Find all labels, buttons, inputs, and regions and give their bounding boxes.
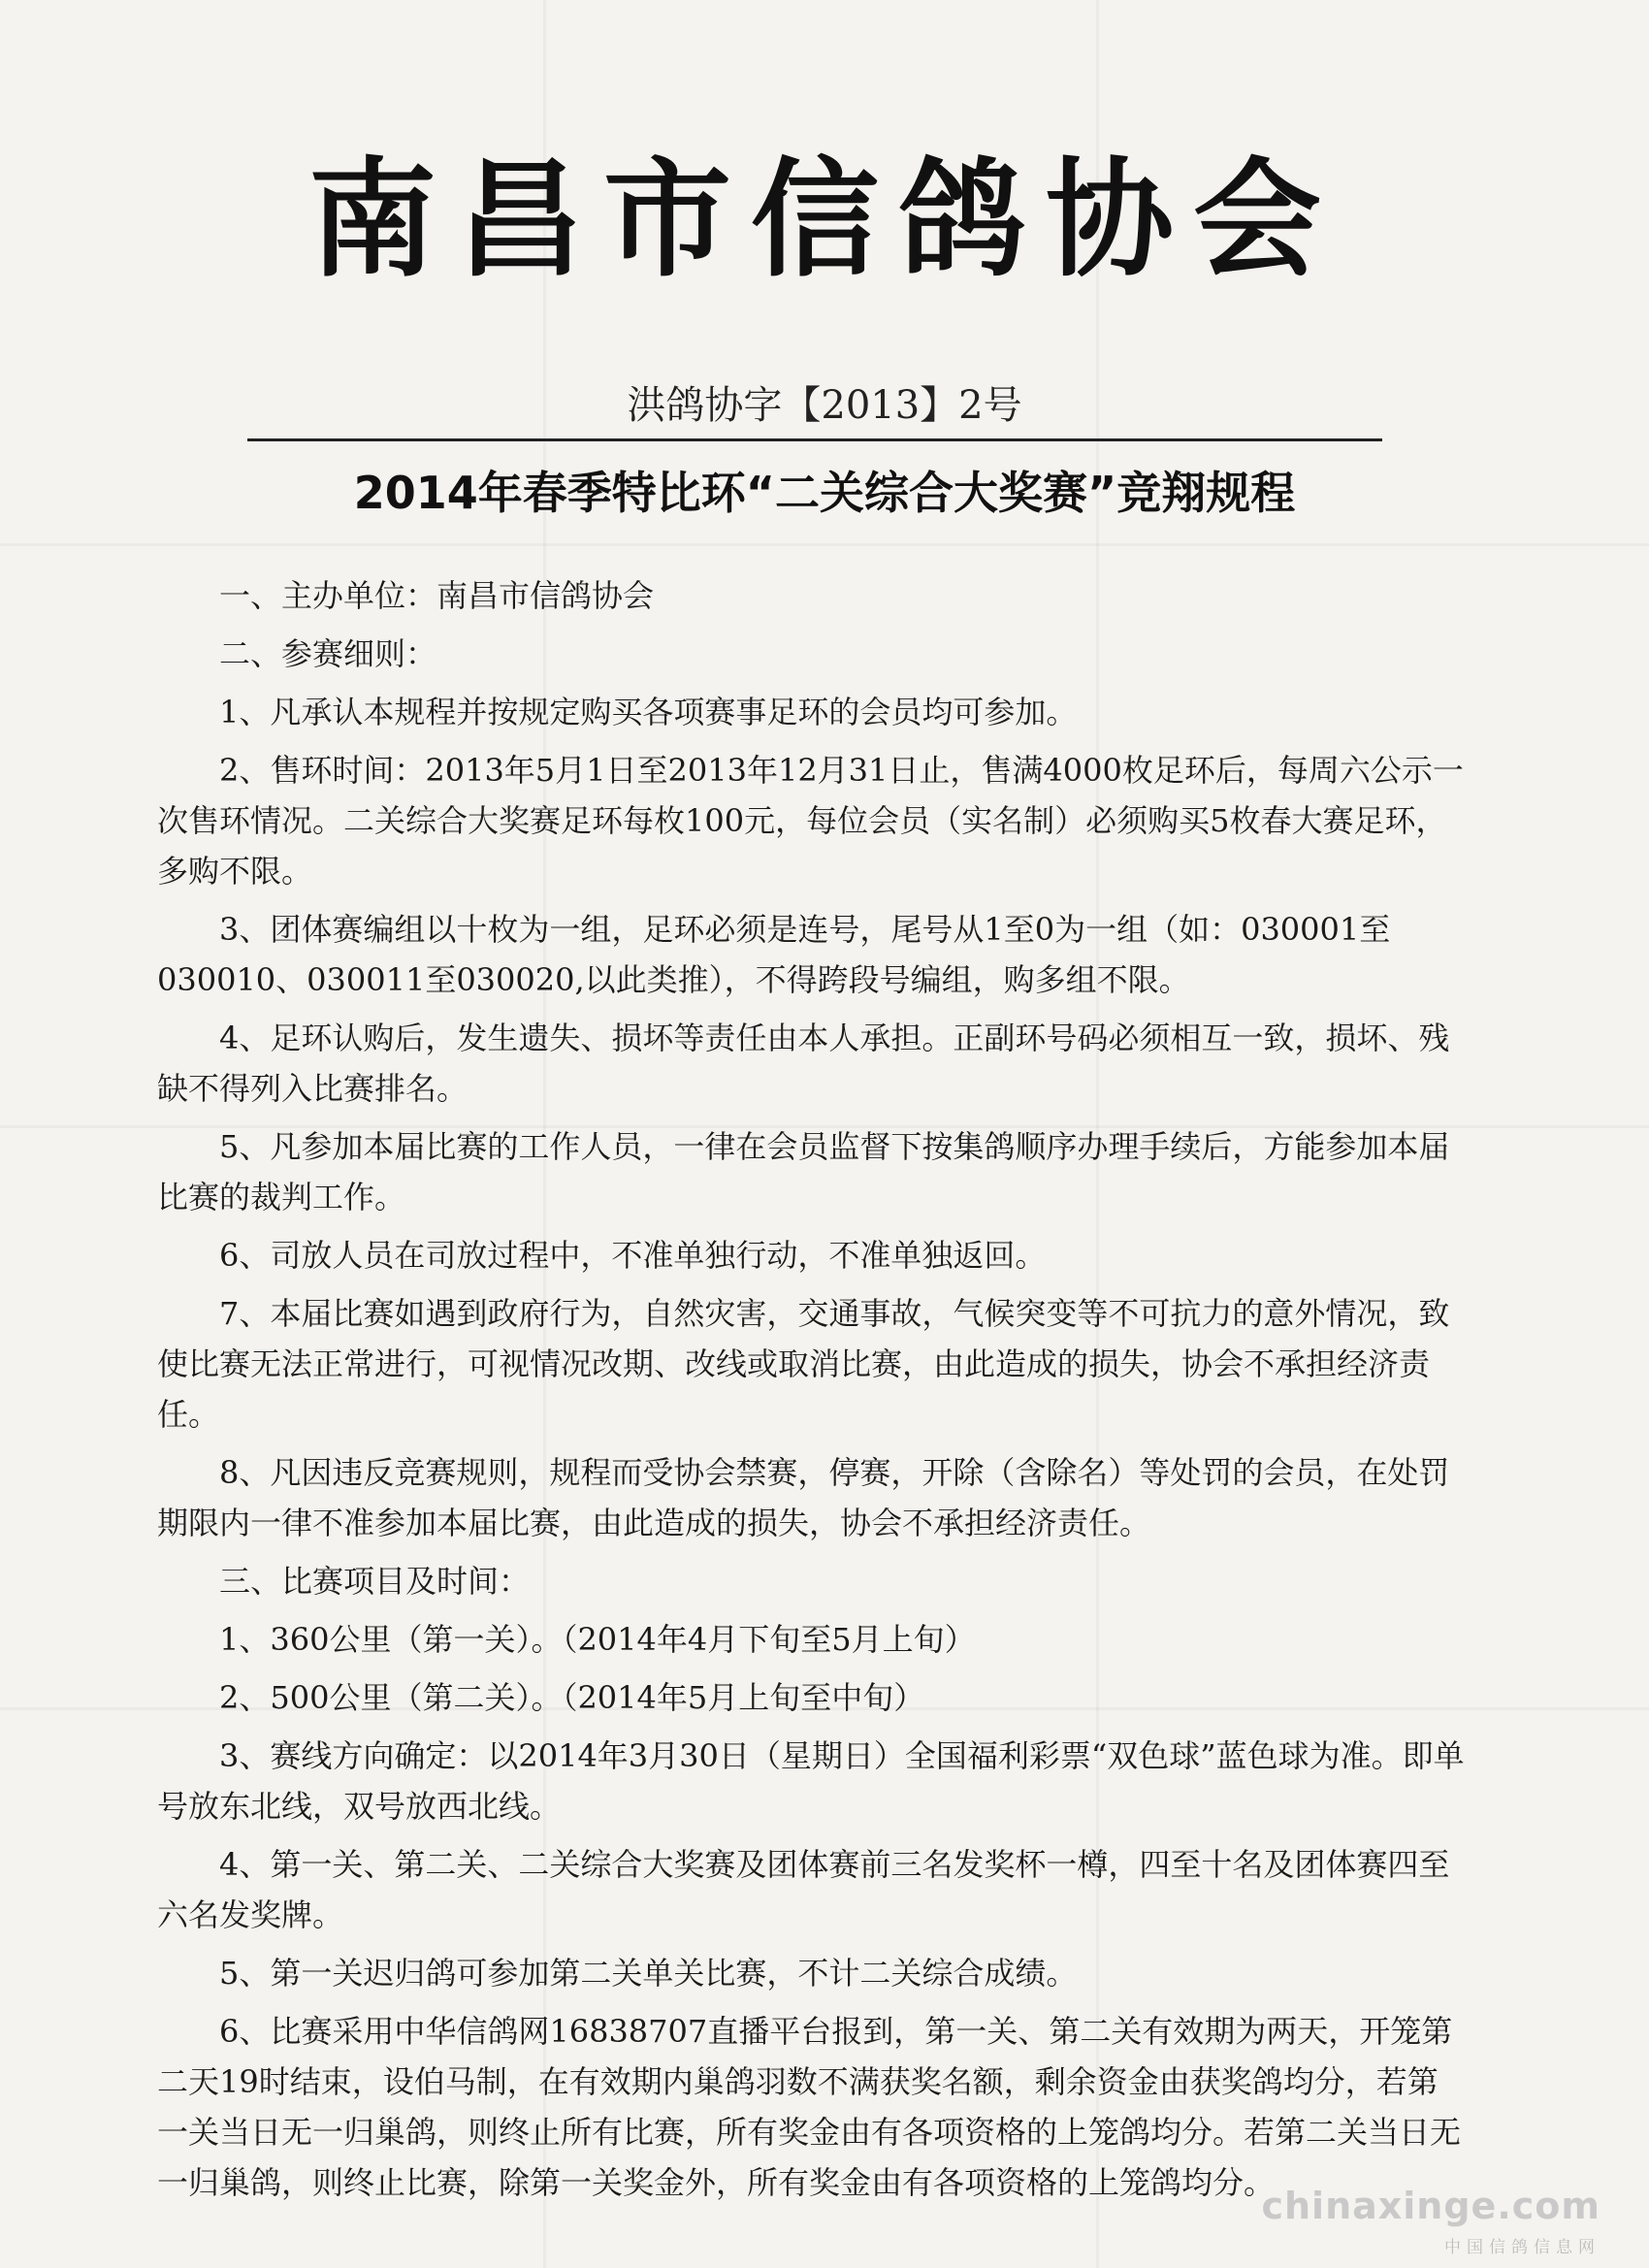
paragraph: 2、500公里（第二关）。（2014年5月上旬至中旬）: [219, 1679, 925, 1716]
watermark-subtitle: 中国信鸽信息网: [1444, 2238, 1600, 2257]
document-number: 洪鸽协字【2013】2号: [627, 383, 1022, 428]
header-divider: [247, 438, 1382, 441]
section-heading: 一、主办单位：南昌市信鸽协会: [219, 577, 655, 614]
section-heading: 二、参赛细则：: [219, 635, 437, 672]
paragraph: 5、第一关迟归鸽可参加第二关单关比赛，不计二关综合成绩。: [219, 1955, 1078, 1992]
document-body: [157, 570, 1465, 2208]
paragraph: 6、司放人员在司放过程中，不准单独行动，不准单独返回。: [219, 1237, 1047, 1274]
paragraph: 2、售环时间：2013年5月1日至2013年12月31日止，售满4000枚足环后，每周六公示一次售环情况。二关综合大奖赛足环每枚100元，每位会员（实名制）必须购买5枚春大赛足环，多购不限。: [157, 752, 1464, 890]
organization-title: 南昌市信鸽协会: [308, 146, 1341, 295]
paragraph: 1、360公里（第一关）。（2014年4月下旬至5月上旬）: [219, 1621, 976, 1658]
paper-fold-line: [0, 543, 1649, 546]
paragraph: 4、第一关、第二关、二关综合大奖赛及团体赛前三名发奖杯一樽，四至十名及团体赛四至六名发奖牌。: [157, 1846, 1450, 1933]
section-heading: 三、比赛项目及时间：: [219, 1563, 531, 1600]
watermark-site: chinaxinge.com: [1261, 2185, 1600, 2227]
paragraph: 3、团体赛编组以十枚为一组，足环必须是连号，尾号从1至0为一组（如：030001至030010、030011至030020,以此类推），不得跨段号编组，购多组不限。: [157, 911, 1391, 998]
document-title: 2014年春季特比环“二关综合大奖赛”竞翔规程: [353, 467, 1296, 519]
paragraph: 1、凡承认本规程并按规定购买各项赛事足环的会员均可参加。: [219, 694, 1078, 730]
paragraph: 4、足环认购后，发生遗失、损坏等责任由本人承担。正副环号码必须相互一致，损坏、残缺不得列入比赛排名。: [157, 1020, 1450, 1107]
paragraph: 5、凡参加本届比赛的工作人员，一律在会员监督下按集鸽顺序办理手续后，方能参加本届比赛的裁判工作。: [157, 1128, 1450, 1215]
paragraph: 6、比赛采用中华信鸽网16838707直播平台报到，第一关、第二关有效期为两天，开笼第二天19时结束，设伯马制，在有效期内巢鸽羽数不满获奖名额，剩余资金由获奖鸽均分，若第一关当日无一归巢鸽，则终止所有比赛，所有奖金由有各项资格的上笼鸽均分。若第二关当日无一归巢鸽，则终止比赛，除第一关奖金外，所有奖金由有各项资格的上笼鸽均分。: [157, 2013, 1462, 2201]
paragraph: 3、赛线方向确定：以2014年3月30日（星期日）全国福利彩票“双色球”蓝色球为准。即单号放东北线，双号放西北线。: [157, 1737, 1465, 1825]
site-watermark: [1261, 2185, 1600, 2257]
paragraph: 8、凡因违反竞赛规则，规程而受协会禁赛，停赛，开除（含除名）等处罚的会员，在处罚期限内一律不准参加本届比赛，由此造成的损失，协会不承担经济责任。: [157, 1454, 1450, 1541]
paragraph: 7、本届比赛如遇到政府行为，自然灾害，交通事故，气候突变等不可抗力的意外情况，致使比赛无法正常进行，可视情况改期、改线或取消比赛，由此造成的损失，协会不承担经济责任。: [157, 1295, 1450, 1433]
